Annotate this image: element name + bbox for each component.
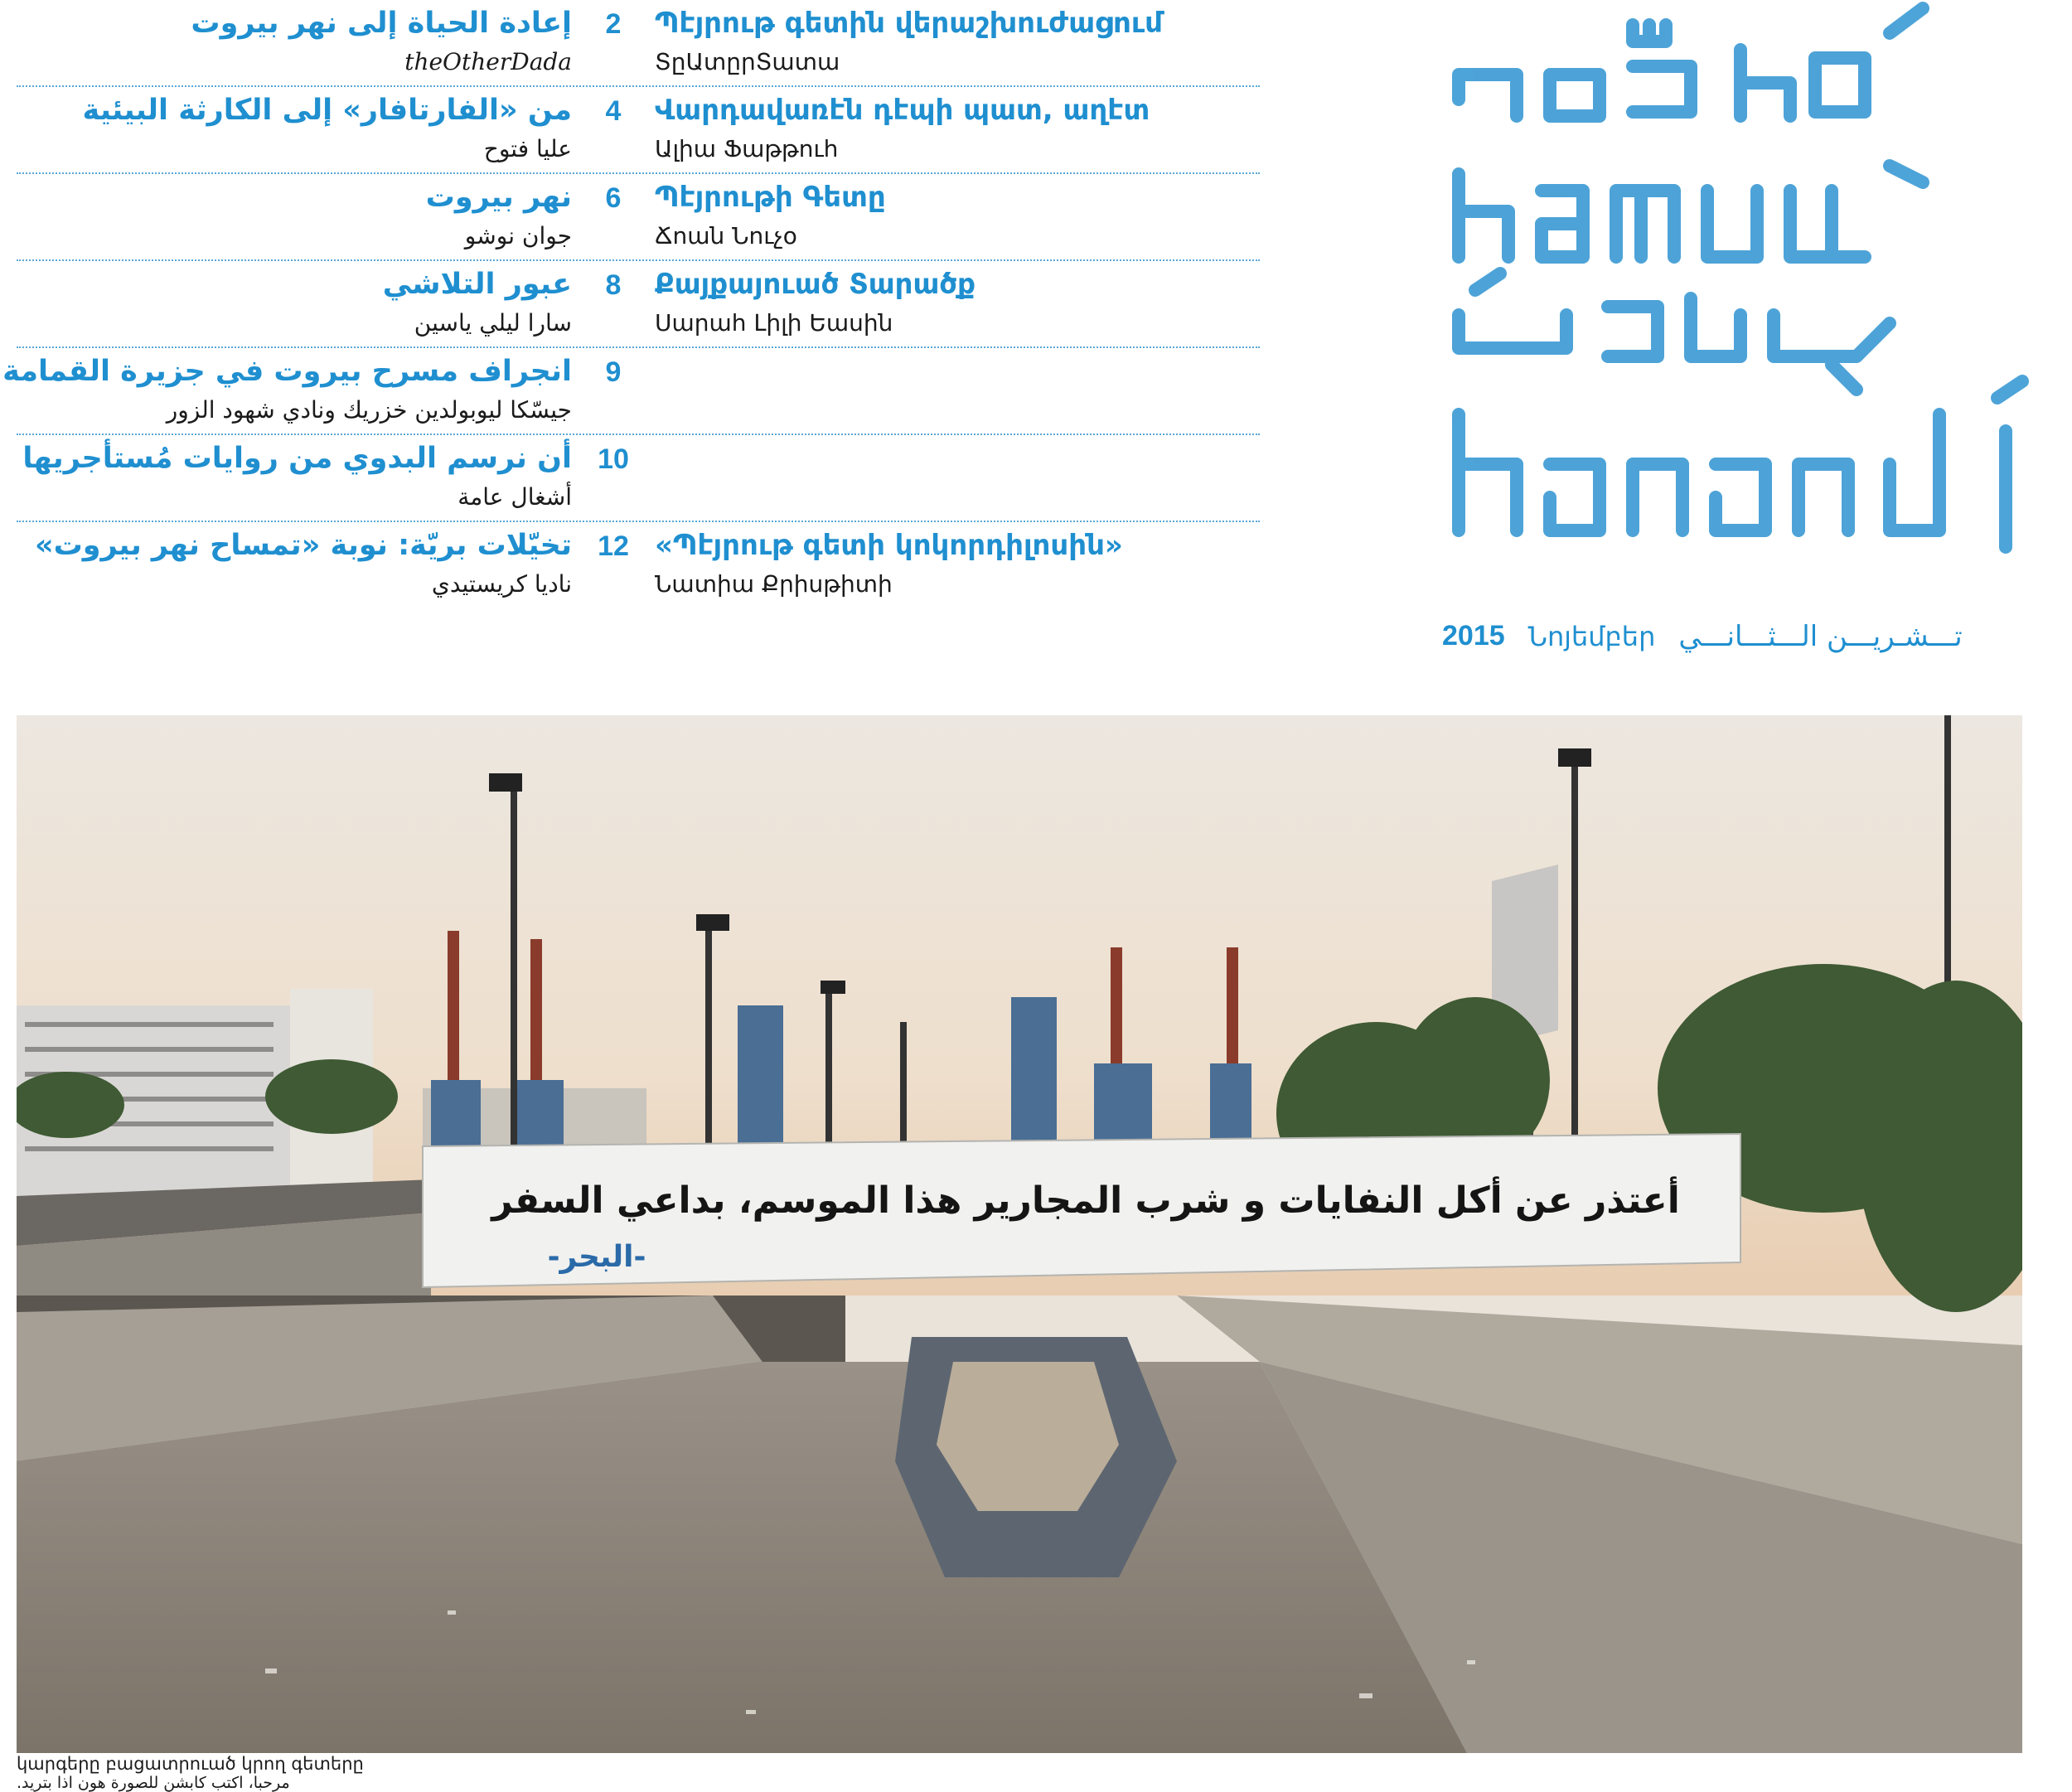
toc-arabic-title: أن نرسم البدوي من روايات مُستأجريها: [22, 442, 572, 475]
toc-page-number: 6: [605, 182, 622, 214]
toc-arabic-author: جيسّكا ليوبولدين خزريك ونادي شهود الزور: [166, 396, 572, 424]
toc-arabic-author: ناديا كريستيدي: [431, 570, 572, 598]
toc-armenian-author: Ճոան Նուչօ: [655, 222, 797, 249]
table-of-contents: [2, 0, 1260, 608]
toc-armenian-author: Ալիա Ֆաթթուհ: [655, 135, 839, 162]
toc-entry[interactable]: [2, 348, 1260, 435]
issue-month-armenian: Նոյեմբեր: [1527, 620, 1656, 652]
toc-armenian-title: Վարդավառէն դէպի պատ, աղէտ: [655, 94, 1150, 127]
toc-arabic-author: theOtherDada: [404, 48, 572, 75]
caption-armenian: կարգերը բացատրուած կրող գետերը: [17, 1754, 364, 1774]
caption-arabic: مرحبا، اكتب كابشن للصورة هون اذا بتريد.: [17, 1774, 290, 1792]
toc-arabic-author: جوان نوشو: [464, 222, 572, 249]
toc-entry[interactable]: [17, 435, 1260, 522]
issue-month-arabic: تـــشـريـــن الـــثـــانـــي: [1678, 619, 1963, 653]
toc-armenian-author: Նատիա Քրիսթիտի: [655, 570, 893, 598]
banner-text: أعتذر عن أكل النفايات و شرب المجارير هذا الموسم، بداعي السفر: [491, 1179, 1680, 1222]
toc-arabic-author: سارا ليلي ياسين: [414, 309, 572, 337]
toc-entry[interactable]: [17, 87, 1260, 174]
toc-page-number: 12: [598, 530, 629, 562]
toc-armenian-title: Քայքայուած Տարածք: [655, 268, 976, 301]
toc-arabic-author: عليا فتوح: [483, 135, 572, 162]
toc-page-number: 9: [605, 356, 622, 388]
photo-caption: [17, 1754, 762, 1792]
photo-illustration: [17, 715, 2022, 1753]
toc-arabic-title: عبور التلاشي: [382, 268, 572, 301]
toc-page-number: 4: [605, 95, 622, 127]
calligraphy-logo-image: [1426, 0, 2055, 622]
banner-signature: -البحر-: [547, 1240, 646, 1274]
toc-arabic-title: تخيّلات بريّة: نوبة «تمساح نهر بيروت»: [34, 529, 572, 562]
toc-armenian-title: Պէյրութի Գետը: [655, 181, 886, 214]
toc-armenian-title: «Պէյրութ գետի կոկորդիլոսին»: [655, 529, 1123, 562]
toc-armenian-author: Սարահ Լիլի Եասին: [655, 309, 893, 337]
toc-page-number: 2: [605, 8, 622, 40]
toc-entry[interactable]: [17, 261, 1260, 348]
toc-entry[interactable]: [17, 174, 1260, 261]
toc-page-number: 8: [605, 269, 622, 301]
river-photograph: [17, 715, 2022, 1753]
toc-armenian-author: ՏըԱտըրՏատա: [655, 48, 840, 75]
issue-year: 2015: [1442, 620, 1505, 651]
masthead-logo: [1426, 0, 2055, 622]
toc-arabic-author: أشغال عامة: [457, 483, 572, 511]
toc-arabic-title: نهر بيروت: [425, 181, 572, 214]
toc-entry[interactable]: [17, 0, 1260, 87]
toc-arabic-title: من «الفارتافار» إلى الكارثة البيئية: [82, 94, 572, 127]
issue-dateline: [1442, 613, 1989, 659]
toc-arabic-title: انجراف مسرح بيروت في جزيرة القمامة: [2, 355, 572, 388]
toc-entry[interactable]: [17, 522, 1260, 608]
toc-armenian-title: Պէյրութ գետին վերաշխուժացում: [655, 7, 1163, 40]
toc-arabic-title: إعادة الحياة إلى نهر بيروت: [191, 7, 572, 40]
toc-page-number: 10: [598, 443, 629, 475]
